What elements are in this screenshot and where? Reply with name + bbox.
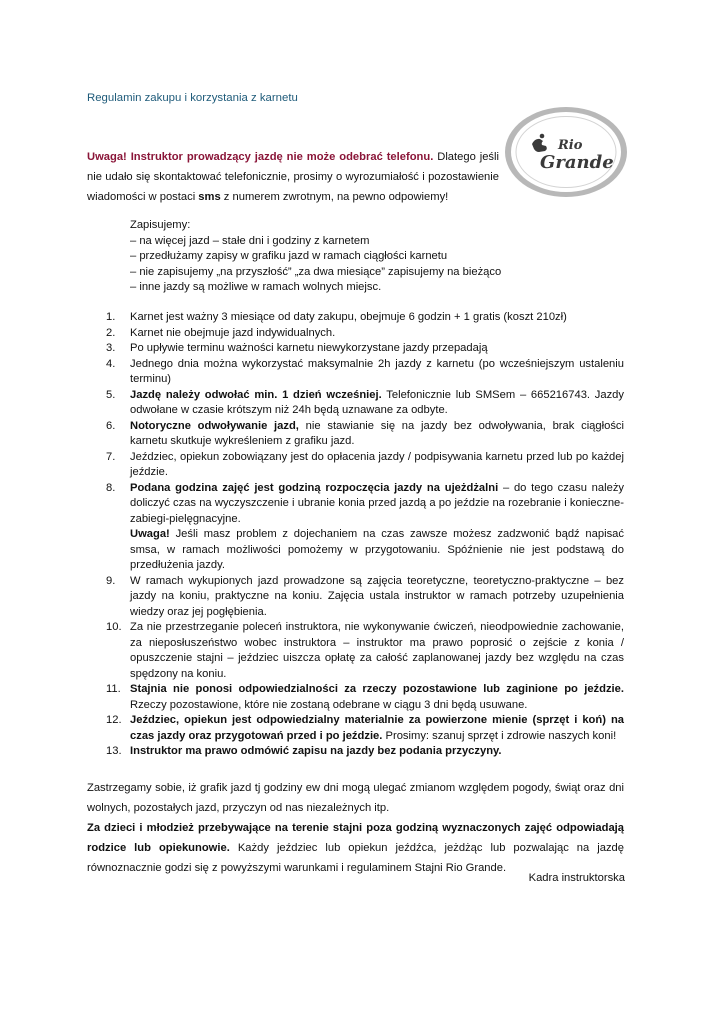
rule-bold: Stajnia nie ponosi odpowiedzialności za rzeczy pozostawione lub zaginione po jeździe.	[130, 683, 624, 695]
rule-item	[87, 326, 624, 342]
rule-text: W ramach wykupionych jazd prowadzone są zajęcia teoretyczne, teoretyczno-praktyczne – bez jazdy na koniu, praktyczne na koniu. Zajęcia ustala instruktor w ramach potrzeby uzupełnienia wiedzy oraz jej pogłębienia.	[130, 574, 624, 618]
rule-item	[87, 450, 624, 481]
rule-item	[87, 713, 624, 744]
rule-bold: Notoryczne odwoływanie jazd,	[130, 419, 299, 432]
rule-number: 11.	[106, 683, 121, 695]
rule-item	[87, 682, 624, 713]
rule-item	[87, 419, 624, 450]
rule-number: 2.	[106, 326, 116, 339]
zapisujemy-line: – inne jazdy są możliwe w ramach wolnych miejsc.	[130, 281, 382, 293]
zapisujemy-line: – przedłużamy zapisy w grafiku jazd w ramach ciągłości karnetu	[130, 250, 448, 262]
rule-text: nie stawianie się na jazdy bez odwoływania, brak ciągłości karnetu skutkuje wykreśleniem z grafiku jazd.	[130, 419, 624, 447]
rule-number: 7.	[106, 450, 116, 463]
sms-word: sms	[198, 191, 221, 203]
rule-item	[87, 310, 624, 326]
rule-item	[87, 481, 624, 574]
rule-extra-bold: Uwaga!	[130, 528, 170, 540]
rule-item	[87, 357, 624, 388]
rule-text: Po upływie terminu ważności karnetu niewykorzystane jazdy przepadają	[130, 342, 488, 354]
logo-text-rio: Rio	[558, 138, 583, 153]
zapisujemy-block	[130, 218, 501, 296]
rule-text: Prosimy: szanuj sprzęt i zdrowie naszych koni!	[382, 729, 617, 742]
phone-warning-text-b: z numerem zwrotnym, na pewno odpowiemy!	[220, 191, 449, 203]
zapisujemy-line: – nie zapisujemy „na przyszłość” „za dwa miesiące” zapisujemy na bieżąco	[130, 265, 502, 278]
rule-item	[87, 388, 624, 419]
rule-number: 5.	[106, 388, 116, 401]
rule-bold: Jazdę należy odwołać min. 1 dzień wcześniej.	[130, 388, 382, 401]
rule-number: 6.	[106, 419, 116, 432]
zapisujemy-title: Zapisujemy:	[130, 219, 191, 231]
rule-number: 12.	[106, 714, 122, 726]
rule-text: Karnet jest ważny 3 miesiące od daty zakupu, obejmuje 6 godzin + 1 gratis (koszt 210zł)	[130, 311, 567, 323]
rule-number: 1.	[106, 311, 116, 323]
rule-text: Karnet nie obejmuje jazd indywidualnych.	[130, 326, 336, 339]
closing-paragraph-1: Zastrzegamy sobie, iż grafik jazd tj godziny ew dni mogą ulegać zmianom względem pogody, świąt oraz dni wolnych, pozostałych jazd, przyczyn od nas niezależnych itp.	[87, 782, 624, 814]
rule-number: 13.	[106, 745, 122, 757]
rule-text: Rzeczy pozostawione, które nie zostaną odebrane w ciągu 3 dni będą usuwane.	[130, 698, 528, 711]
rule-bold: Podana godzina zajęć jest godziną rozpoczęcia jazdy na ujeżdżalni	[130, 481, 499, 494]
signature: Kadra instruktorska	[528, 872, 625, 884]
logo-text-grande: Grande	[540, 152, 614, 173]
rule-item	[87, 744, 624, 760]
document-title: Regulamin zakupu i korzystania z karnetu	[87, 92, 298, 104]
closing-bold: Za dzieci i młodzież przebywające na terenie stajni poza godziną wyznaczonych zajęć odpowiadają rodzice lub opiekunowie.	[87, 822, 624, 854]
rule-extra-text: Jeśli masz problem z dojechaniem na czas zawsze możesz zadzwonić bądź napisać smsa, w ramach możliwości pomożemy w przygotowaniu. Spóźnienie nie jest podstawą do przedłużenia jazdy.	[130, 528, 624, 571]
rule-number: 8.	[106, 481, 116, 494]
closing-text: Każdy jeździec lub opiekun jeźdźca, jeżdżąc lub pozwalając na jazdę równoznacznie godzi się z powyższymi warunkami i regulaminem Stajni Rio Grande.	[87, 842, 624, 874]
rule-item	[87, 620, 624, 682]
rule-bold: Instruktor ma prawo odmówić zapisu na jazdy bez podania przyczyny.	[130, 745, 502, 757]
rule-text: Jeździec, opiekun zobowiązany jest do opłacenia jazdy / podpisywania karnetu przed lub po każdej jeździe.	[130, 450, 624, 478]
closing-section	[87, 778, 624, 878]
phone-warning-paragraph	[87, 147, 499, 207]
rule-number: 4.	[106, 357, 116, 370]
phone-warning-text-a: Dlatego jeśli nie udało się skontaktować telefonicznie, prosimy o wyrozumiałość i pozostawienie wiadomości w postaci	[87, 151, 499, 203]
rule-number: 9.	[106, 574, 116, 587]
rio-grande-logo	[504, 106, 628, 198]
rule-item	[87, 341, 624, 357]
phone-warning-alert: Uwaga! Instruktor prowadzący jazdę nie może odebrać telefonu.	[87, 151, 434, 163]
rule-text: – do tego czasu należy doliczyć czas na wyczyszczenie i ubranie konia przed jazdą a po jeździe na rozebranie i konieczne-zabiegi-pielęgnacyjne.	[130, 481, 625, 525]
rule-text: Za nie przestrzeganie poleceń instruktora, nie wykonywanie ćwiczeń, nieodpowiednie zachowanie, za nieposłuszeństwo wobec instruktora – instruktor ma prawo poprosić o zejście z konia / opuszczenie stajni – jeździec uiszcza opłatę za całość zaplanowanej jazdy bez względu na czas spędzony na koniu.	[130, 621, 624, 680]
rule-number: 3.	[106, 342, 116, 354]
closing-paragraph-2	[87, 818, 624, 878]
rule-bold: Jeździec, opiekun jest odpowiedzialny materialnie za powierzone mienie (sprzęt i koń) na czas jazdy oraz przygotowań przed i po jeździe.	[130, 714, 624, 742]
rule-text: Jednego dnia można wykorzystać maksymalnie 2h jazdy z karnetu (po wcześniejszym ustaleniu terminu)	[130, 357, 624, 385]
rules-list	[87, 310, 624, 760]
rule-item	[87, 574, 624, 621]
rule-text: Telefonicznie lub SMSem – 665216743. Jazdy odwołane w czasie krótszym niż 24h będą uznawane za odbyte.	[130, 388, 624, 416]
zapisujemy-line: – na więcej jazd – stałe dni i godziny z karnetem	[130, 234, 370, 247]
rule-number: 10.	[106, 621, 122, 633]
